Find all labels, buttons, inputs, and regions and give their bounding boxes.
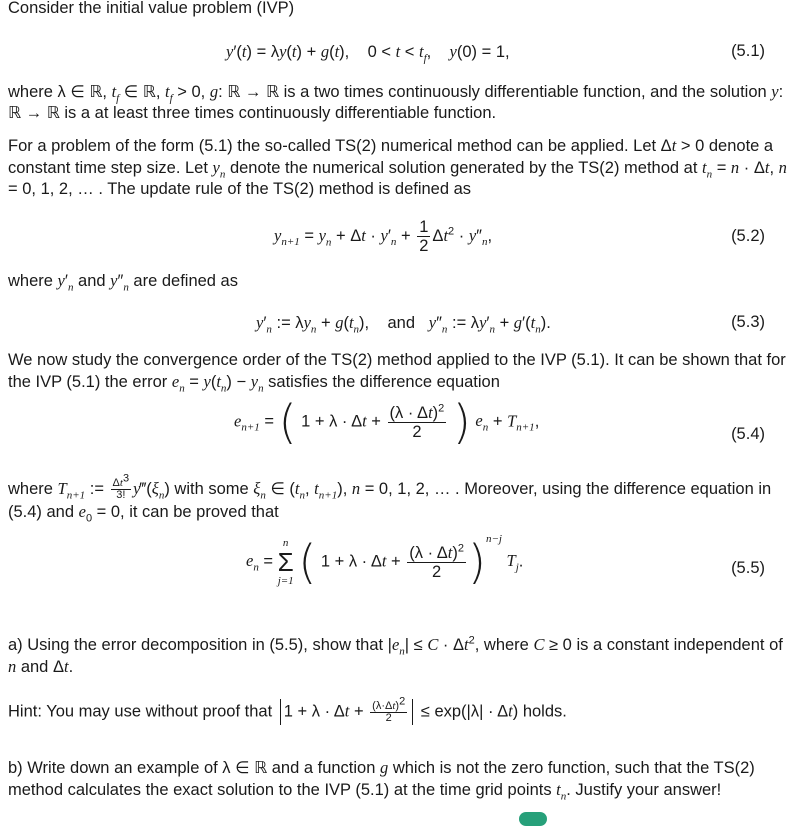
question-part-a: a) Using the error decomposition in (5.5), show that $|e_n| \le C \cdot \Delta t^2$, where C ≥ 0 is a constant independent of n and Δt. bbox=[8, 634, 783, 676]
equation-5-4: $e_{n+1}$ = ( 1 + λ · Δt + $\frac{(\lambda \cdot \Delta t)^2}{2}$ ) $e_n + T_{n+1}$, bbox=[234, 395, 540, 449]
question-part-b: b) Write down an example of λ ∈ ℝ and a function g which is not the zero function, such that the TS(2) method calculates the exact solution to the IVP (5.1) at the time grid points $t_n$. Justify your answer! bbox=[8, 758, 755, 803]
eq-number-5-2: (5.2) bbox=[731, 227, 765, 245]
equation-5-3: $y'_n$ := $\lambda y_n + g(t_n)$, and $y''_n$ := $\lambda y'_n + g'(t_n)$. bbox=[256, 313, 551, 336]
convergence-paragraph: We now study the convergence order of the TS(2) method applied to the IVP (5.1). It can be shown that for the IVP (5.1) the error $e_n = y(t_n) - y_n$ satisfies the difference equation bbox=[8, 351, 786, 395]
intro-text: Consider the initial value problem (IVP) bbox=[8, 0, 295, 17]
equation-5-5: $e_n$ = n Σ j=1 ( 1 + λ · Δt + $\frac{(\lambda \cdot \Delta t)^2}{2}$ )$^{n-j}$ $T_j$. bbox=[246, 532, 524, 589]
hint-text: Hint: You may use without proof that 1 + λ · Δt + $\frac{(\lambda\cdot\Delta t)^2}{2}$ ≤ exp(|λ| · Δt) holds. bbox=[8, 694, 567, 724]
equation-5-2: $y_{n+1} = y_n + \Delta t \cdot y'_n$ + $\frac{1}{2}$ $\Delta t^2 \cdot y''_n$, bbox=[274, 218, 493, 255]
eq-number-5-5: (5.5) bbox=[731, 559, 765, 577]
eq-number-5-1: (5.1) bbox=[731, 42, 765, 60]
equation-5-1: y′(t) = λy(t) + g(t), $0 < t < t_f$, y(0) = 1, bbox=[226, 42, 510, 65]
where-text-2: where $y'_n$ and $y''_n$ are defined as bbox=[8, 271, 238, 294]
where-text-3: where $T_{n+1}$ := $\frac{\Delta t^3}{3!}$ $y‴(\xi_n)$ with some $\xi_n$ ∈ ($t_n$, $t_{n+1}$), n = 0, 1, 2, … . Moreover, using the difference equation in (5.4) and $e_0 = 0$, it can be proved that bbox=[8, 472, 772, 525]
where-text-1: where λ ∈ ℝ, $t_f$ ∈ ℝ, $t_f > 0$, g: ℝ → ℝ is a two times continuously differentiable function, and the solution y: ℝ → ℝ is a at least three times continuously differentiable function. bbox=[8, 82, 784, 122]
method-paragraph: For a problem of the form (5.1) the so-called TS(2) numerical method can be applied. Let Δt > 0 denote a constant time step size. Let $y_n$ denote the numerical solution generated by the TS(2) method at $t_n = n \cdot \Delta t$, n = 0, 1, 2, … . The update rule of the TS(2) method is defined as bbox=[8, 136, 787, 198]
scroll-indicator bbox=[519, 812, 547, 826]
eq-number-5-3: (5.3) bbox=[731, 313, 765, 331]
eq-number-5-4: (5.4) bbox=[731, 425, 765, 443]
